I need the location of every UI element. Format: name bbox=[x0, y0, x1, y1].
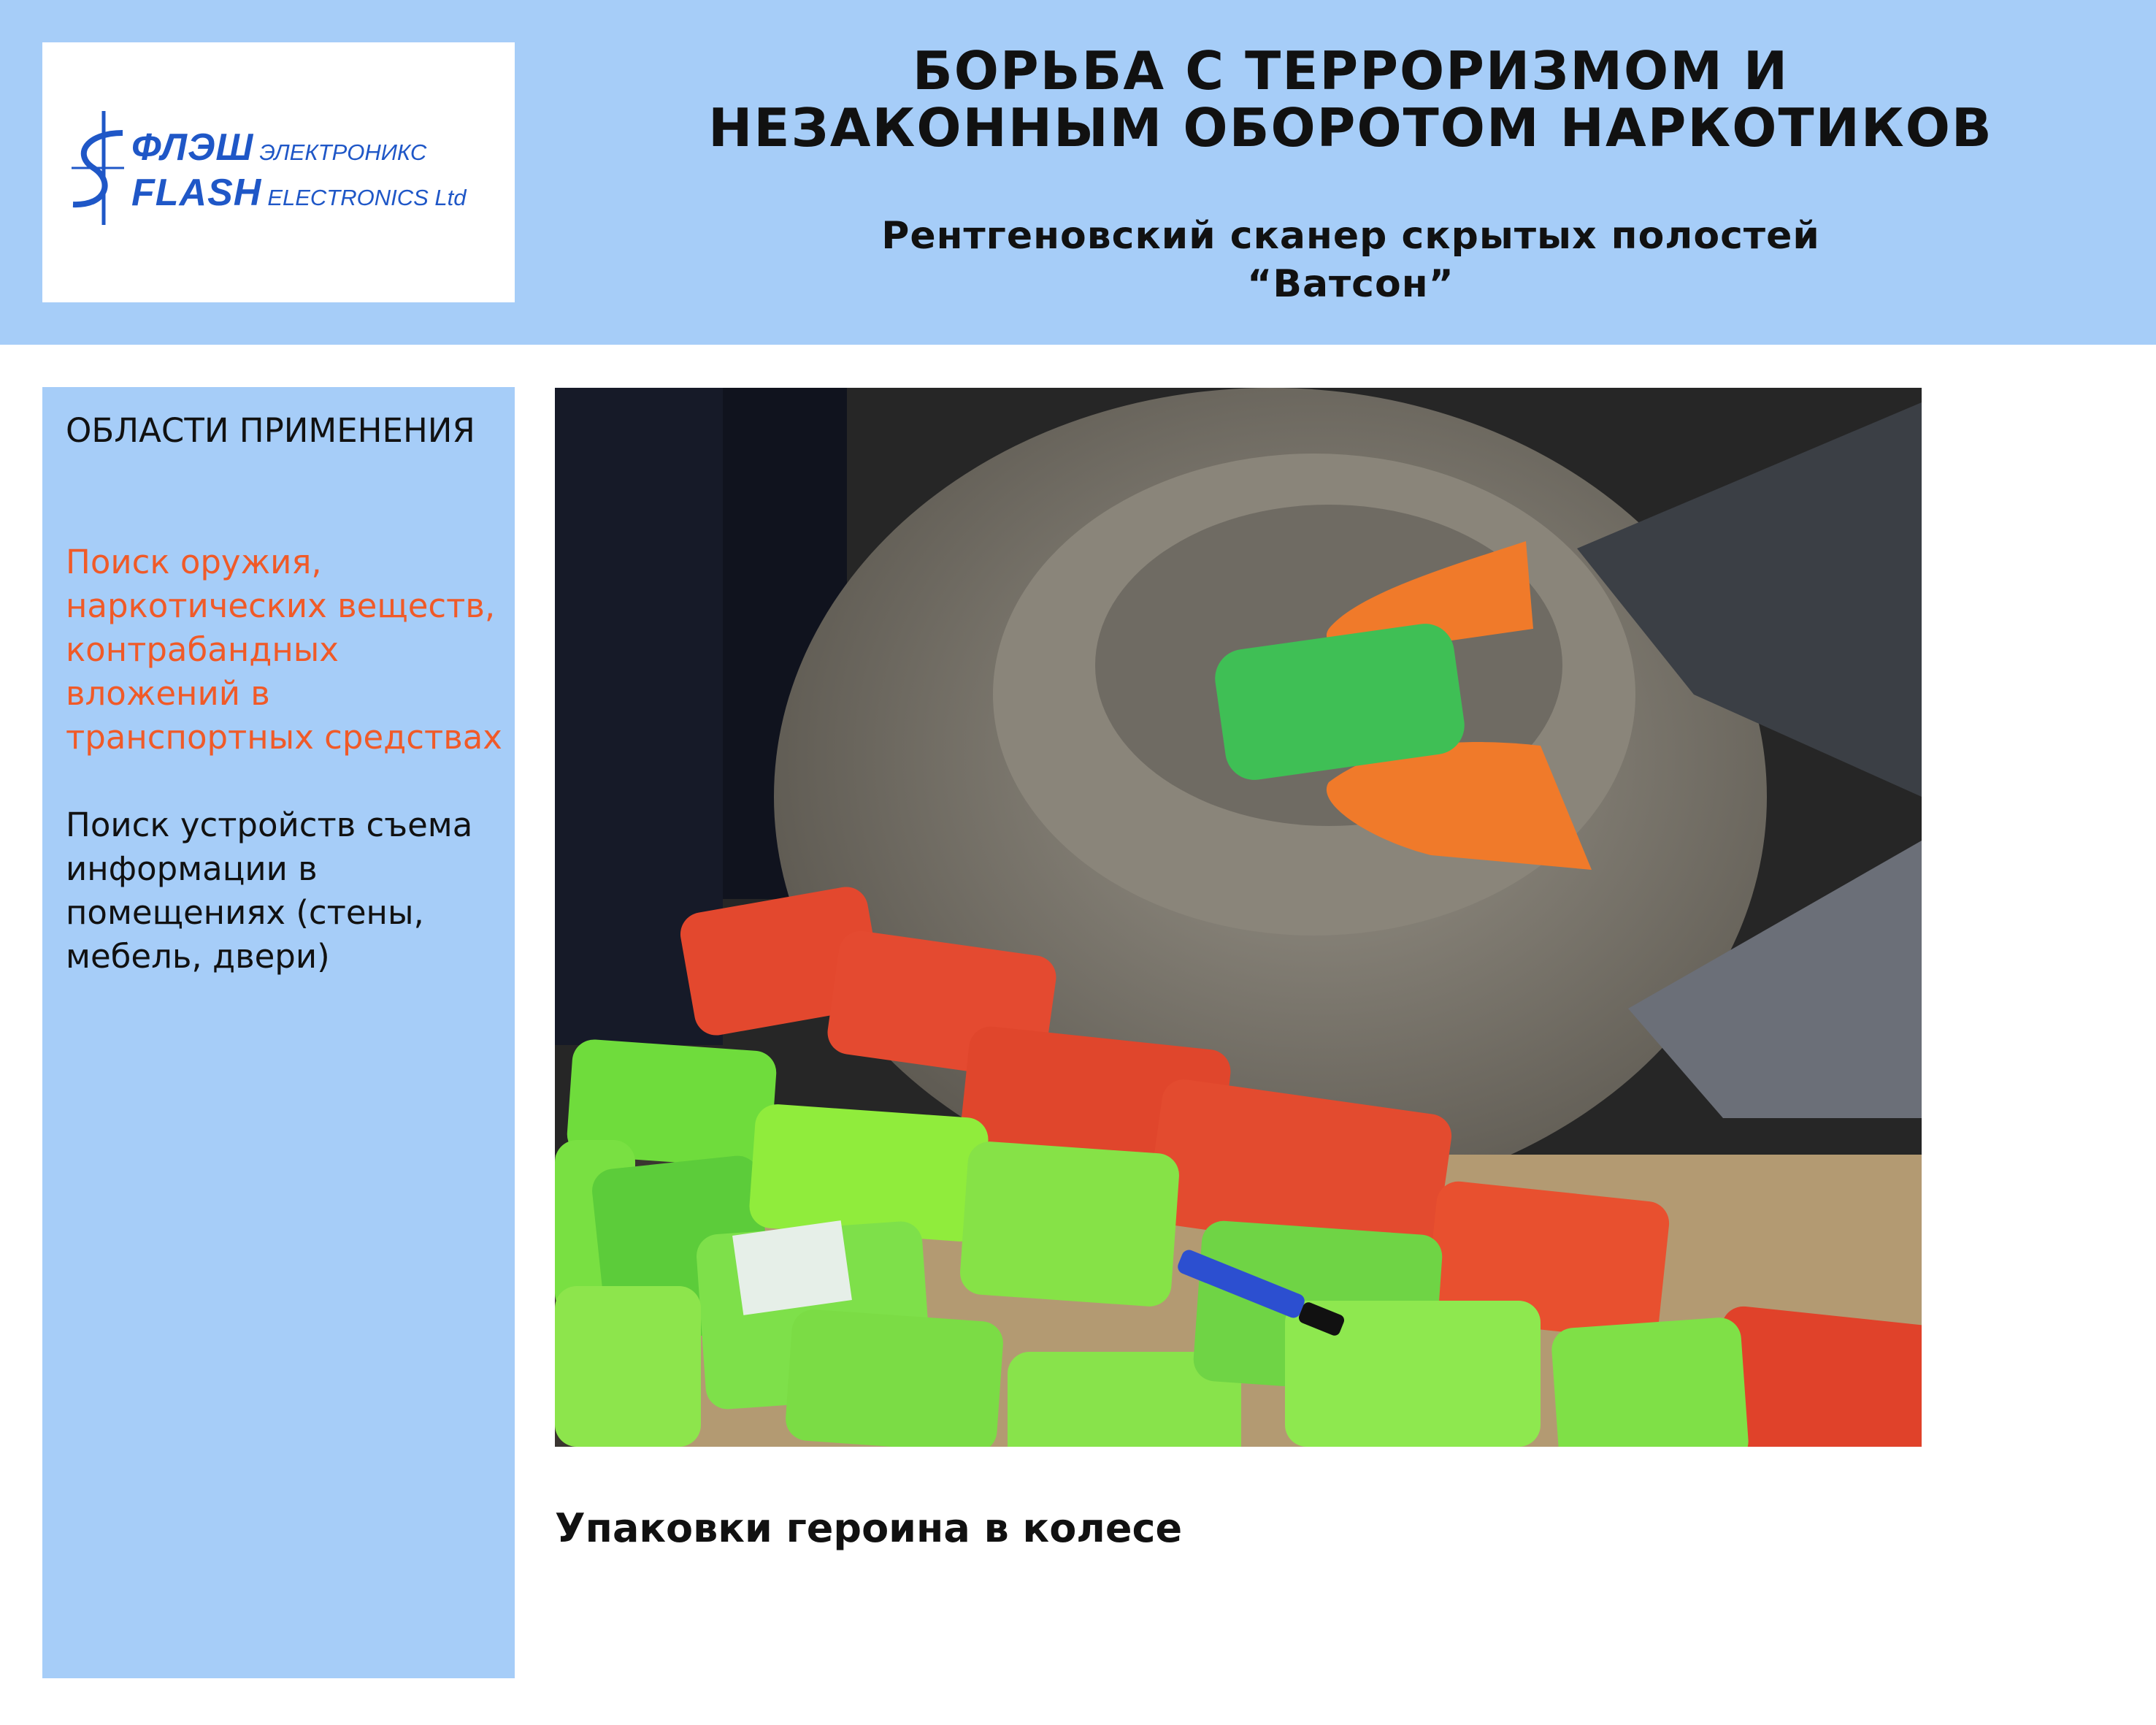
logo-wordmark bbox=[131, 126, 467, 214]
photo-caption: Упаковки героина в колесе bbox=[555, 1505, 1183, 1551]
logo-emblem-icon bbox=[72, 111, 124, 225]
page-title bbox=[555, 42, 2147, 156]
header-band bbox=[0, 0, 2156, 345]
title-line-1: БОРЬБА С ТЕРРОРИЗМОМ И bbox=[912, 40, 1789, 102]
sidebar-heading: ОБЛАСТИ ПРИМЕНЕНИЯ bbox=[66, 411, 475, 450]
logo-suffix-en: ELECTRONICS Ltd bbox=[267, 185, 467, 210]
company-logo bbox=[42, 42, 515, 302]
subtitle-line-2: “Ватсон” bbox=[1247, 262, 1454, 306]
subtitle-line-1: Рентгеновский сканер скрытых полостей bbox=[881, 214, 1820, 258]
applications-sidebar bbox=[42, 387, 515, 1678]
sidebar-highlight-text: Поиск оружия, наркотических веществ, контрабандных вложений в транспортных средствах bbox=[66, 543, 502, 757]
logo-suffix-ru: ЭЛЕКТРОНИКС bbox=[259, 139, 427, 165]
logo-name-en: FLASH bbox=[131, 172, 262, 214]
title-line-2: НЕЗАКОННЫМ ОБОРОТОМ НАРКОТИКОВ bbox=[708, 97, 1993, 158]
photo-illustration bbox=[555, 388, 1922, 1447]
page-subtitle bbox=[555, 212, 2147, 308]
logo-name-ru: ФЛЭШ bbox=[131, 126, 254, 169]
evidence-photo bbox=[555, 388, 1922, 1447]
sidebar-body-text: Поиск устройств съема информации в помещениях (стены, мебель, двери) bbox=[66, 806, 473, 976]
